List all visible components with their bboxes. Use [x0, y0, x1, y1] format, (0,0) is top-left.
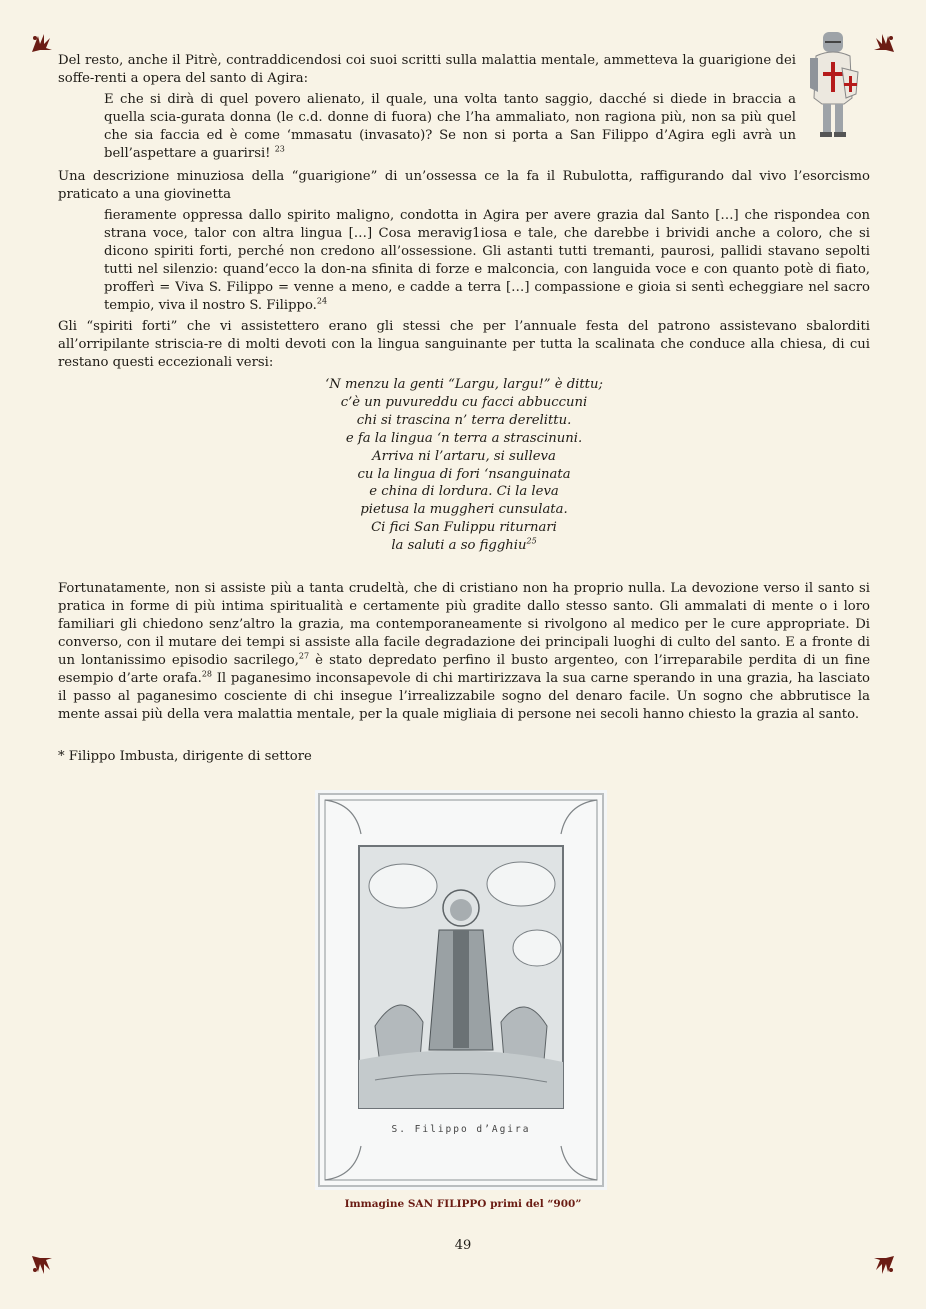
- conclusion-text-3: Il paganesimo inconsapevole di chi martirizzava la sua carne sperando in una grazia, ha lasciato il passo al paganesimo cosciente di chi insegue l’irrealizzabile sogno del denaro facile. Un sogno che abbrutisce la mente assai più della vera malattia mentale, per la quale migliaia di persone nei secoli hanno chiesto la grazia al santo.: [58, 671, 870, 722]
- quote-rubulotta: [104, 207, 870, 315]
- engraving-label: S. Filippo d’Agira: [391, 1124, 531, 1135]
- quote-pitre: [104, 91, 796, 163]
- footnote-ref-27: 27: [298, 651, 310, 661]
- footnote-ref-24: 24: [316, 296, 328, 306]
- corner-ornament-bottom-right: [872, 1254, 896, 1276]
- quote-pitre-text: E che si dirà di quel povero alienato, il quale, una volta tanto saggio, dacché si diede in braccia a quella scia-gurata donna (le c.d. donne di fuora) che l’ha ammaliato, non ragiona più, non sa più quel che sia faccia ed è come ‘mmasatu (invasato)? Se non si porta a San Filippo d’Agira egli avrà un bell’aspettare a guarirsi!: [104, 92, 796, 161]
- dialect-poem: [58, 376, 870, 555]
- paragraph-pitre: Del resto, anche il Pitrè, contraddicendosi coi suoi scritti sulla malattia mentale, ammetteva la guarigione dei soffe-renti a opera del santo di Agira:: [58, 53, 796, 86]
- footnote-ref-25: 25: [526, 536, 537, 546]
- conclusion-text-1: Fortunatamente, non si assiste più a tanta crudeltà, che di cristiano non ha proprio nulla. La devozione verso il santo si pratica in forme di più intima spiritualità e certamente più gradite dallo stesso santo. Gli ammalati di mente o i loro familiari gli chiedono senz’altro la grazia, ma contemporaneamente si rivolgono al medico per le cure appropriate. Di converso, con il mutare dei tempi si assiste alla facile degradazione dei principali luoghi di culto del santo. E a fronte di un lontanissimo episodio sacrilego,: [58, 581, 870, 668]
- corner-ornament-bottom-left: [30, 1254, 54, 1276]
- figure-caption: Immagine SAN FILIPPO primi del “900”: [344, 1198, 582, 1210]
- fleur-ornament-icon: [872, 32, 896, 54]
- poem-line: e fa la lingua ‘n terra a strascinuni.: [345, 430, 583, 446]
- corner-ornament-top-right: [872, 32, 896, 54]
- page-number: 49: [454, 1238, 472, 1253]
- paragraph-spiriti-forti: Gli “spiriti forti” che vi assistettero erano gli stessi che per l’annuale festa del patrono assistevano sbalorditi all’orripilante striscia-re di molti devoti con la lingua sanguinante per tutta la scalinata che conduce alla chiesa, di cui restano questi eccezionali versi:: [58, 319, 870, 370]
- fleur-ornament-icon: [30, 1254, 54, 1276]
- poem-line: e china di lordura. Ci la leva: [369, 484, 559, 500]
- paragraph-rubulotta: Una descrizione minuziosa della “guarigione” di un’ossessa ce la fa il Rubulotta, raffigurando dal vivo l’esorcismo praticato a una giovinetta: [58, 169, 870, 202]
- poem-line: Ci fici San Fulippu riturnari: [371, 520, 557, 536]
- poem-line: Arriva ni l’artaru, si sulleva: [372, 448, 556, 464]
- author-note: * Filippo Imbusta, dirigente di settore: [58, 749, 312, 764]
- paragraph-conclusion: [58, 580, 870, 724]
- conclusion-text-2: è stato depredato perfino il busto argenteo, con l’irreparabile perdita di un fine esempio d’arte orafa.: [58, 653, 870, 686]
- poem-line: pietusa la muggheri cunsulata.: [360, 502, 568, 518]
- fleur-ornament-icon: [30, 32, 54, 54]
- poem-last-line: [58, 537, 870, 555]
- fleur-ornament-icon: [872, 1254, 896, 1276]
- templar-knight-illustration: [804, 28, 862, 140]
- poem-line: cu la lingua di fori ‘nsanguinata: [357, 466, 571, 482]
- footnote-ref-28: 28: [201, 669, 213, 679]
- templar-knight-icon: [804, 28, 862, 140]
- quote-rubulotta-text: fieramente oppressa dallo spirito maligno, condotta in Agira per avere grazia dal Santo […] che rispondea con strana voce, talor con altra lingua […] Cosa meravig1iosa e tale, che darebbe i brividi anche a coloro, che si dicono spiriti forti, perché non credono all’ossessione. Gli astanti tutti tremanti, paurosi, pallidi stavano sepolti tutti nel silenzio: quand’ecco la don-na sfinita di forze e malconcia, con languida voce e con quanto potè di fiato, profferì = Viva S. Filippo = venne a meno, e cadde a terra […] compassione e gioia si sentì echeggiare nel sacro tempio, viva il nostro S. Filippo.: [104, 208, 870, 313]
- poem-line: ‘N menzu la genti “Largu, largu!” è dittu;: [325, 377, 603, 392]
- footnote-ref-23: 23: [274, 144, 285, 154]
- poem-line: chi si trascina n’ terra derelittu.: [356, 412, 572, 428]
- corner-ornament-top-left: [30, 32, 54, 54]
- poem-line: la saluti a so figghiu: [391, 538, 527, 554]
- poem-line: c’è un puvureddu cu facci abbuccuni: [340, 394, 588, 410]
